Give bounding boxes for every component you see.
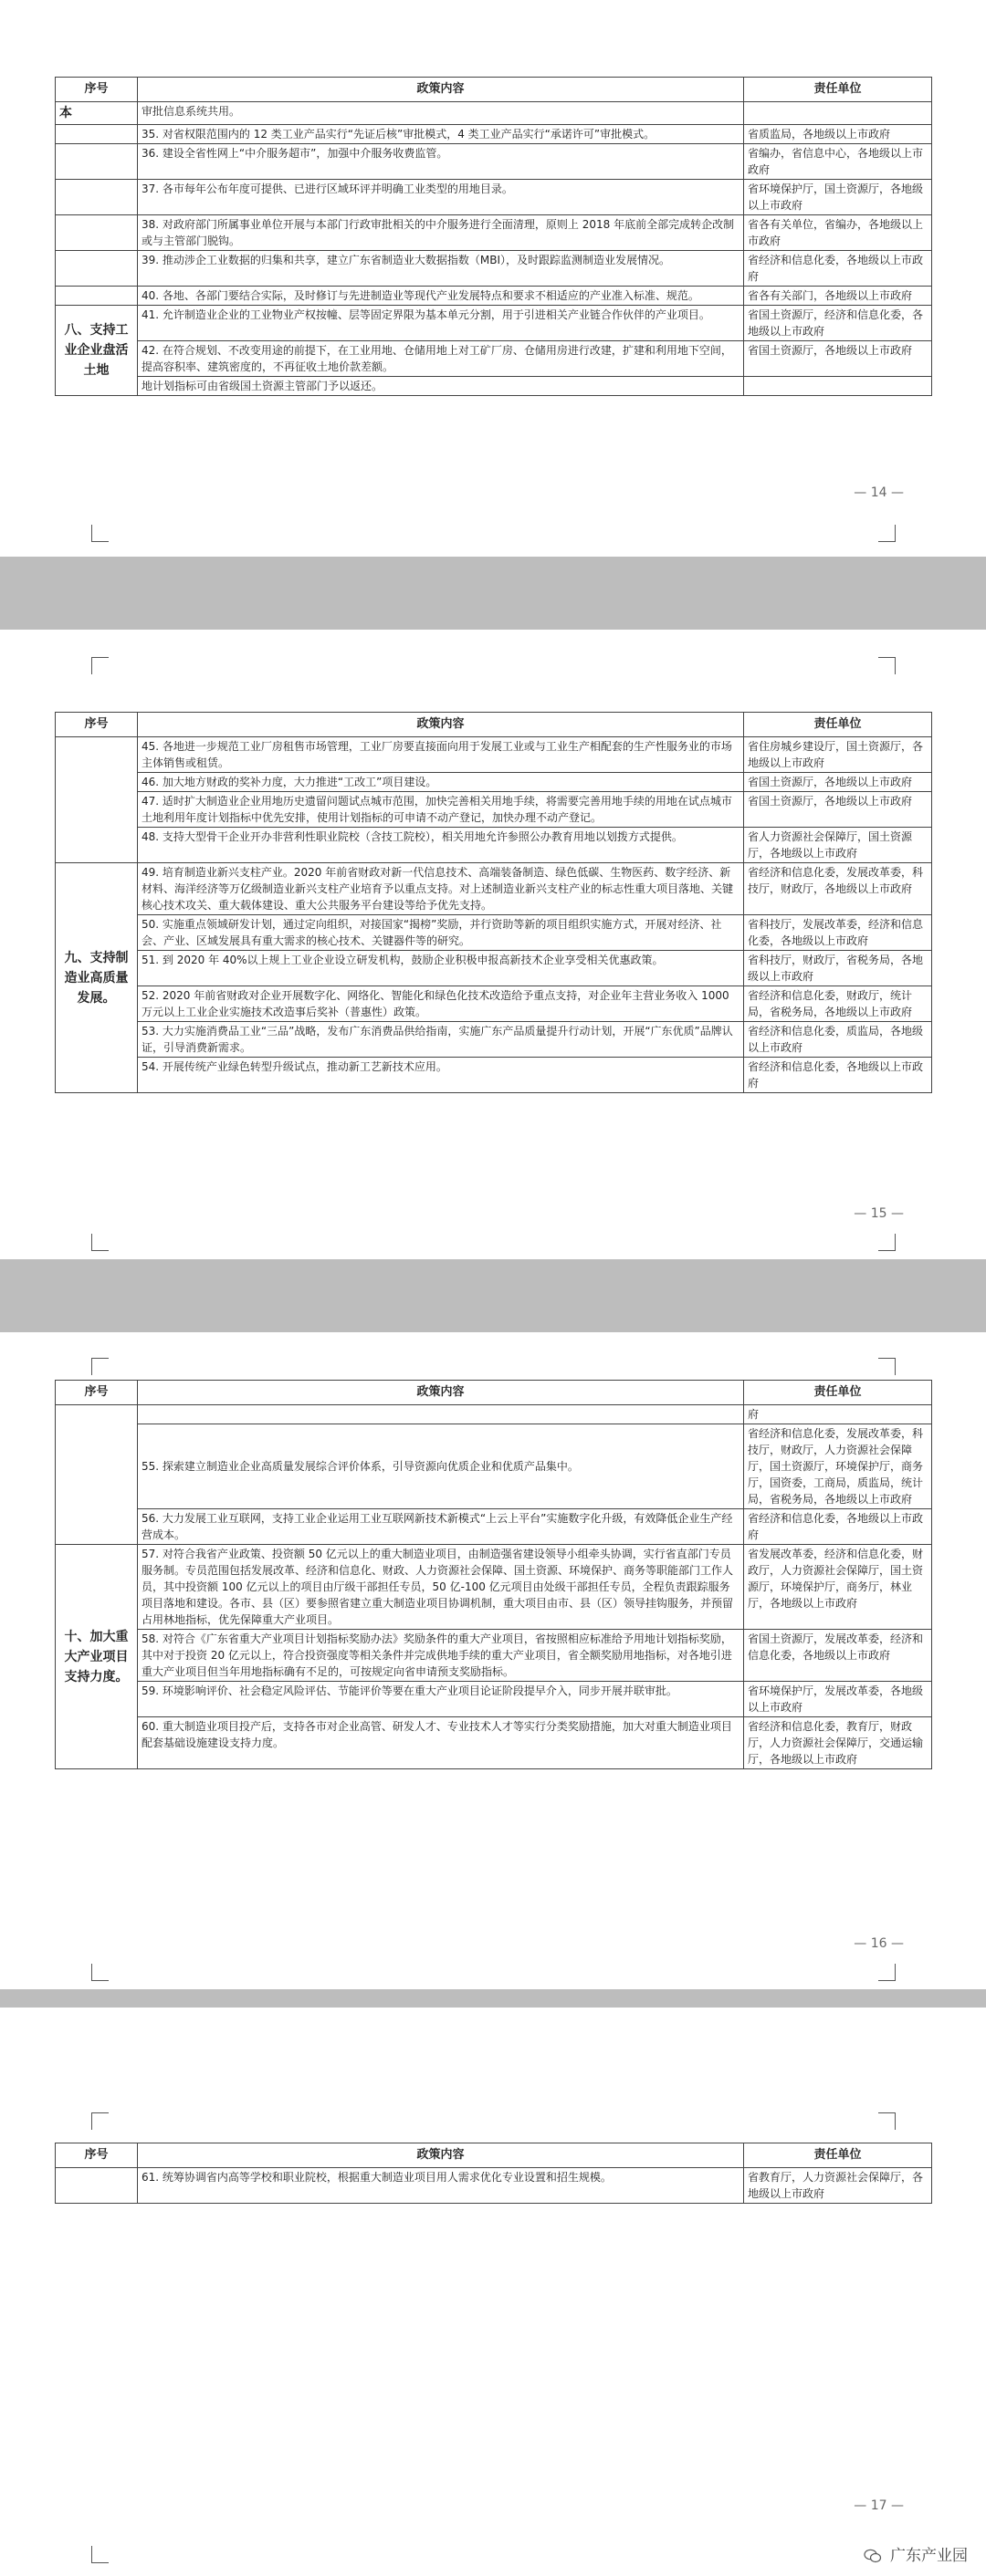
header-num: 序号	[56, 2143, 138, 2168]
header-unit: 责任单位	[744, 78, 932, 102]
unit-text: 省人力资源社会保障厅，国土资源厅，各地级以上市政府	[744, 828, 932, 863]
unit-text: 省经济和信息化委，各地级以上市政府	[744, 1509, 932, 1545]
table-row	[56, 102, 932, 125]
page-15	[0, 630, 986, 1259]
header-num: 序号	[56, 78, 138, 102]
policy-text: 39. 推动涉企工业数据的归集和共享，建立广东省制造业大数据指数（MBI），及时跟踪监测制造业发展情况。	[138, 251, 744, 287]
unit-text: 省经济和信息化委，财政厅，统计局，省税务局，各地级以上市政府	[744, 986, 932, 1022]
wechat-icon	[864, 2549, 882, 2563]
table-row	[56, 1545, 932, 1630]
header-policy: 政策内容	[138, 713, 744, 737]
policy-text: 58. 对符合《广东省重大产业项目计划指标奖励办法》奖励条件的重大产业项目，省按照相应标准给予用地计划指标奖励，其中对于投资 20 亿元以上，符合投资强度等相关条件并完成供地手续的重大产业项目，省全额奖励用地指标，对各地引进重大产业项目但当年用地指标确有不足的，可按规定向省申请预支奖励指标。	[138, 1630, 744, 1682]
corner-mark	[878, 525, 896, 542]
header-num: 序号	[56, 713, 138, 737]
unit-text: 省经济和信息化委，各地级以上市政府	[744, 251, 932, 287]
table-row	[56, 1424, 932, 1509]
table-row	[56, 215, 932, 251]
policy-text: 35. 对省权限范围内的 12 类工业产品实行“先证后核”审批模式，4 类工业产品实行“承诺许可”审批模式。	[138, 125, 744, 144]
unit-text: 省各有关单位，省编办，各地级以上市政府	[744, 215, 932, 251]
header-policy: 政策内容	[138, 1381, 744, 1405]
page-separator	[0, 1259, 986, 1332]
page-number: — 16 —	[854, 1936, 904, 1951]
policy-text: 47. 适时扩大制造业企业用地历史遗留问题试点城市范围，加快完善相关用地手续，将需要完善用地手续的用地在试点城市土地利用年度计划指标中优先安排，使用计划指标的可申请不动产登记，加快办理不动产登记。	[138, 792, 744, 828]
unit-text: 省国土资源厅，发展改革委，经济和信息化委，各地级以上市政府	[744, 1630, 932, 1682]
header-policy: 政策内容	[138, 2143, 744, 2168]
table-row	[56, 737, 932, 773]
unit-text: 省环境保护厅，国土资源厅，各地级以上市政府	[744, 180, 932, 215]
table-row	[56, 180, 932, 215]
table-row	[56, 1022, 932, 1058]
corner-mark	[91, 2546, 109, 2563]
table-row	[56, 792, 932, 828]
policy-text: 59. 环境影响评价、社会稳定风险评估、节能评价等要在重大产业项目论证阶段提早介入，同步开展并联审批。	[138, 1682, 744, 1717]
unit-text: 省经济和信息化委，教育厅，财政厅，人力资源社会保障厅，交通运输厅，各地级以上市政府	[744, 1717, 932, 1769]
header-num: 序号	[56, 1381, 138, 1405]
table-row	[56, 287, 932, 306]
table-row	[56, 1630, 932, 1682]
header-unit: 责任单位	[744, 2143, 932, 2168]
table-header	[56, 2143, 932, 2168]
policy-text	[138, 1405, 744, 1424]
corner-mark	[878, 1358, 896, 1375]
watermark-text: 广东产业园	[890, 2547, 968, 2565]
policy-table-p16	[55, 1380, 932, 1769]
policy-text: 60. 重大制造业项目投产后，支持各市对企业高管、研发人才、专业技术人才等实行分类奖励措施，加大对重大制造业项目配套基础设施建设支持力度。	[138, 1717, 744, 1769]
unit-text: 省经济和信息化委，发展改革委，科技厅，财政厅，人力资源社会保障厅，国土资源厅，环境保护厅，商务厅，国资委，工商局，质监局，统计局，省税务局，各地级以上市政府	[744, 1424, 932, 1509]
table-row	[56, 251, 932, 287]
unit-text: 省编办，省信息中心，各地级以上市政府	[744, 144, 932, 180]
policy-text: 48. 支持大型骨干企业开办非营利性职业院校（含技工院校），相关用地允许参照公办教育用地以划拨方式提供。	[138, 828, 744, 863]
policy-text: 审批信息系统共用。	[138, 102, 744, 125]
policy-text: 57. 对符合我省产业政策、投资额 50 亿元以上的重大制造业项目，由制造强省建设领导小组牵头协调，实行省直部门专员服务制。专员范围包括发展改革、经济和信息化、财政、人力资源社会保障、国土资源、环境保护、商务等职能部门工作人员，其中投资额 100 亿元以上的项目由厅级干部担任专员，50 亿-100 亿元项目由处级干部担任专员，全程负责跟踪服务项目落地和建设。各市、县（区）要参照省建立重大制造业项目协调机制，重大项目由市、县（区）领导挂钩服务，并预留占用林地指标，优先保障重大产业项目。	[138, 1545, 744, 1630]
corner-mark	[91, 1358, 109, 1375]
watermark	[864, 2542, 968, 2565]
policy-text: 37. 各市每年公布年度可提供、已进行区域环评并明确工业类型的用地目录。	[138, 180, 744, 215]
corner-mark	[878, 1234, 896, 1251]
table-row	[56, 1682, 932, 1717]
category-8: 八、支持工业企业盘活土地	[56, 306, 138, 396]
table-row	[56, 1405, 932, 1424]
policy-text: 53. 大力实施消费品工业“三品”战略，发布广东消费品供给指南，实施广东产品质量提升行动计划，开展“广东优质”品牌认证，引导消费新需求。	[138, 1022, 744, 1058]
page-separator	[0, 557, 986, 630]
unit-text: 省质监局，各地级以上市政府	[744, 125, 932, 144]
table-row	[56, 306, 932, 341]
table-row	[56, 341, 932, 377]
header-policy: 政策内容	[138, 78, 744, 102]
policy-table-p14	[55, 77, 932, 396]
table-header	[56, 1381, 932, 1405]
unit-text: 省国土资源厅，各地级以上市政府	[744, 341, 932, 377]
corner-mark	[91, 1964, 109, 1981]
table-row	[56, 863, 932, 915]
policy-text: 52. 2020 年前省财政对企业开展数字化、网络化、智能化和绿色化技术改造给予重点支持，对企业年主营业务收入 1000 万元以上工业企业实施技术改造事后奖补（普惠性）政策。	[138, 986, 744, 1022]
table-row	[56, 915, 932, 951]
page-16	[0, 1332, 986, 1989]
unit-text: 省经济和信息化委，发展改革委，科技厅，财政厅，各地级以上市政府	[744, 863, 932, 915]
policy-text: 地计划指标可由省级国土资源主管部门予以返还。	[138, 377, 744, 396]
policy-text: 41. 允许制造业企业的工业物业产权按幢、层等固定界限为基本单元分割，用于引进相关产业链合作伙伴的产业项目。	[138, 306, 744, 341]
unit-text: 省发展改革委，经济和信息化委，财政厅，人力资源社会保障厅，国土资源厅，环境保护厅，商务厅，林业厅，各地级以上市政府	[744, 1545, 932, 1630]
corner-mark	[91, 657, 109, 674]
table-row	[56, 1509, 932, 1545]
unit-text: 省国土资源厅，经济和信息化委，各地级以上市政府	[744, 306, 932, 341]
corner-mark	[878, 657, 896, 674]
policy-text: 55. 探索建立制造业企业高质量发展综合评价体系，引导资源向优质企业和优质产品集中。	[138, 1424, 744, 1509]
policy-text: 40. 各地、各部门要结合实际，及时修订与先进制造业等现代产业发展特点和要求不相适应的产业准入标准、规范。	[138, 287, 744, 306]
category-9: 九、支持制造业高质量发展。	[56, 863, 138, 1093]
page-14	[0, 0, 986, 557]
unit-text: 省国土资源厅，各地级以上市政府	[744, 792, 932, 828]
unit-text: 省科技厅，财政厅，省税务局，各地级以上市政府	[744, 951, 932, 986]
unit-text: 省国土资源厅，各地级以上市政府	[744, 773, 932, 792]
table-row	[56, 773, 932, 792]
corner-mark	[878, 2112, 896, 2130]
policy-text: 45. 各地进一步规范工业厂房租售市场管理，工业厂房要直接面向用于发展工业或与工业生产相配套的生产性服务业的市场主体销售或租赁。	[138, 737, 744, 773]
page-number: — 15 —	[854, 1206, 904, 1221]
policy-text: 61. 统筹协调省内高等学校和职业院校，根据重大制造业项目用人需求优化专业设置和招生规模。	[138, 2168, 744, 2204]
unit-text: 省经济和信息化委，各地级以上市政府	[744, 1058, 932, 1093]
policy-text: 38. 对政府部门所属事业单位开展与本部门行政审批相关的中介服务进行全面清理，原则上 2018 年底前全部完成转企改制或与主管部门脱钩。	[138, 215, 744, 251]
policy-text: 36. 建设全省性网上“中介服务超市”，加强中介服务收费监管。	[138, 144, 744, 180]
corner-mark	[91, 2112, 109, 2130]
policy-text: 46. 加大地方财政的奖补力度，大力推进“工改工”项目建设。	[138, 773, 744, 792]
unit-text: 省环境保护厅，发展改革委，各地级以上市政府	[744, 1682, 932, 1717]
policy-text: 54. 开展传统产业绿色转型升级试点，推动新工艺新技术应用。	[138, 1058, 744, 1093]
table-row	[56, 986, 932, 1022]
table-row	[56, 828, 932, 863]
corner-mark	[91, 1234, 109, 1251]
table-row	[56, 144, 932, 180]
unit-text: 省教育厅，人力资源社会保障厅，各地级以上市政府	[744, 2168, 932, 2204]
table-row	[56, 1058, 932, 1093]
corner-mark	[91, 525, 109, 542]
page-number: — 14 —	[854, 485, 904, 500]
page-17	[0, 2008, 986, 2576]
table-header	[56, 713, 932, 737]
table-row	[56, 1717, 932, 1769]
policy-text: 56. 大力发展工业互联网，支持工业企业运用工业互联网新技术新模式“上云上平台”实施数字化升级，有效降低企业生产经营成本。	[138, 1509, 744, 1545]
unit-text	[744, 102, 932, 125]
unit-text: 省各有关部门，各地级以上市政府	[744, 287, 932, 306]
policy-table-p15	[55, 712, 932, 1093]
policy-text: 42. 在符合规划、不改变用途的前提下，在工业用地、仓储用地上对工矿厂房、仓储用房进行改建，扩建和利用地下空间，提高容积率、建筑密度的，不再征收土地价款差额。	[138, 341, 744, 377]
policy-text: 50. 实施重点领域研发计划，通过定向组织，对接国家“揭榜”奖励，并行资助等新的项目组织实施方式，开展对经济、社会、产业、区域发展具有重大需求的核心技术、关键器件等的研究。	[138, 915, 744, 951]
unit-text: 省科技厅，发展改革委，经济和信息化委，各地级以上市政府	[744, 915, 932, 951]
policy-text: 49. 培育制造业新兴支柱产业。2020 年前省财政对新一代信息技术、高端装备制造、绿色低碳、生物医药、数字经济、新材料、海洋经济等万亿级制造业新兴支柱产业培育予以重点支持。对上述制造业新兴支柱产业的标志性重大项目落地、关键核心技术攻关、重大载体建设、重大公共服务平台建设等给予优先支持。	[138, 863, 744, 915]
table-row	[56, 125, 932, 144]
table-row	[56, 2168, 932, 2204]
header-unit: 责任单位	[744, 1381, 932, 1405]
corner-mark	[878, 1964, 896, 1981]
page-number: — 17 —	[854, 2498, 904, 2513]
category-fragment: 本	[56, 102, 138, 125]
table-header	[56, 78, 932, 102]
unit-text: 省住房城乡建设厅，国土资源厅，各地级以上市政府	[744, 737, 932, 773]
category-10: 十、加大重大产业项目支持力度。	[56, 1545, 138, 1769]
unit-text: 省经济和信息化委，质监局，各地级以上市政府	[744, 1022, 932, 1058]
unit-text: 府	[744, 1405, 932, 1424]
policy-text: 51. 到 2020 年 40%以上规上工业企业设立研发机构，鼓励企业积极申报高新技术企业享受相关优惠政策。	[138, 951, 744, 986]
header-unit: 责任单位	[744, 713, 932, 737]
table-row	[56, 377, 932, 396]
page-separator	[0, 1989, 986, 2008]
table-row	[56, 951, 932, 986]
policy-table-p17	[55, 2143, 932, 2204]
